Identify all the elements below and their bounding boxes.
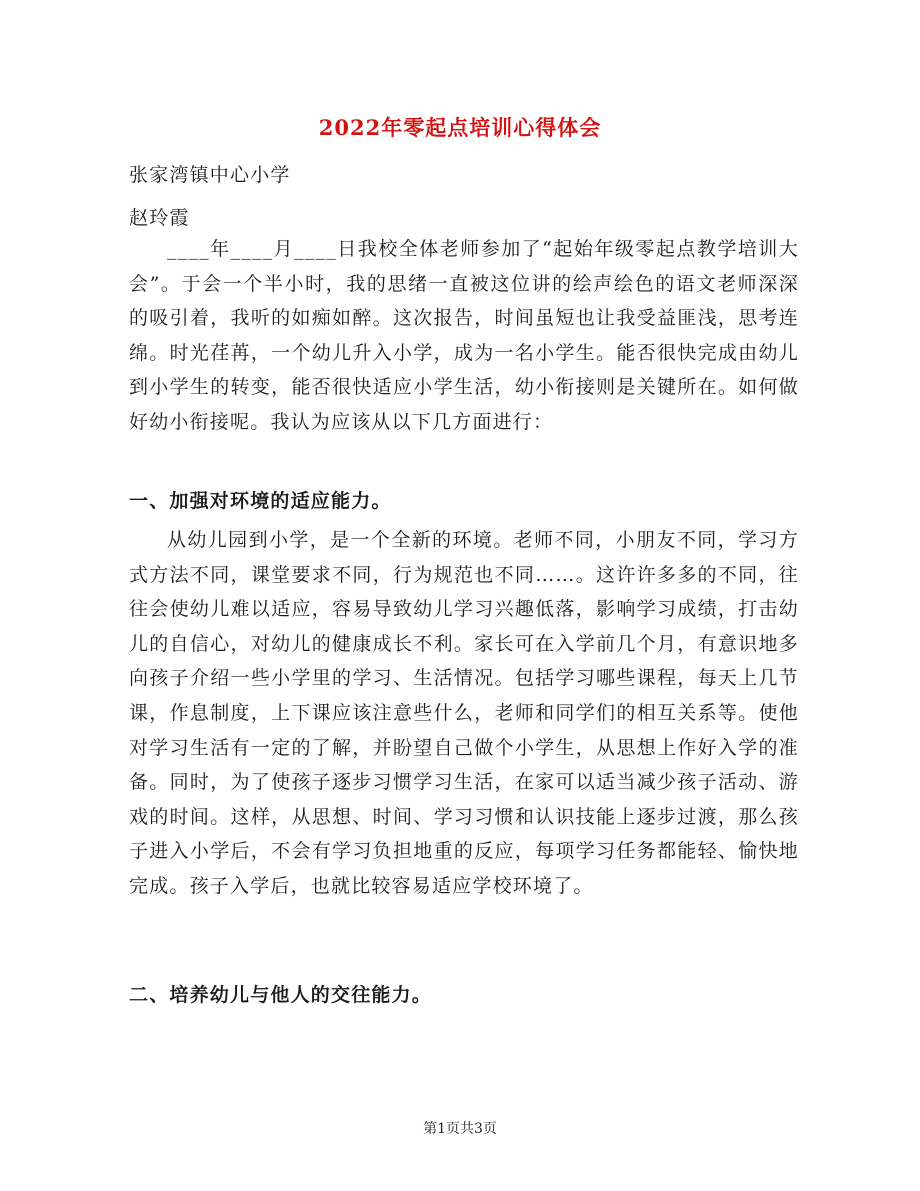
section-1-heading: 一、加强对环境的适应能力。: [129, 490, 392, 512]
page-number: 第1页共3页: [423, 1121, 497, 1137]
school-name: 张家湾镇中心小学: [129, 164, 291, 186]
section-2-heading: 二、培养幼儿与他人的交往能力。: [129, 984, 433, 1006]
intro-paragraph: ____年____月____日我校全体老师参加了“起始年级零起点教学培训大会”。于会一个半小时，我的思绪一直被这位讲的绘声绘色的语文老师深深的吸引着，我听的如痴如醉。这次报告，时间虽短也让我受益匪浅，思考连绵。时光荏苒，一个幼儿升入小学，成为一名小学生。能否很快完成由幼儿到小学生的转变，能否很快适应小学生活，幼小衔接则是关键所在。如何做好幼小衔接呢。我认为应该从以下几方面进行：: [129, 238, 799, 433]
document-title: 2022年零起点培训心得体会: [318, 115, 602, 140]
author-name: 赵玲霞: [129, 207, 190, 229]
section-1-paragraph: 从幼儿园到小学，是一个全新的环境。老师不同，小朋友不同，学习方式方法不同，课堂要求不同，行为规范也不同……。这许许多多的不同，往往会使幼儿难以适应，容易导致幼儿学习兴趣低落，影响学习成绩，打击幼儿的自信心，对幼儿的健康成长不利。家长可在入学前几个月，有意识地多向孩子介绍一些小学里的学习、生活情况。包括学习哪些课程，每天上几节课，作息制度，上下课应该注意些什么，老师和同学们的相互关系等。使他对学习生活有一定的了解，并盼望自己做个小学生，从思想上作好入学的准备。同时，为了使孩子逐步习惯学习生活，在家可以适当减少孩子活动、游戏的时间。这样，从思想、时间、学习习惯和认识技能上逐步过渡，那么孩子进入小学后，不会有学习负担地重的反应，每项学习任务都能轻、愉快地完成。孩子入学后，也就比较容易适应学校环境了。: [129, 529, 799, 897]
